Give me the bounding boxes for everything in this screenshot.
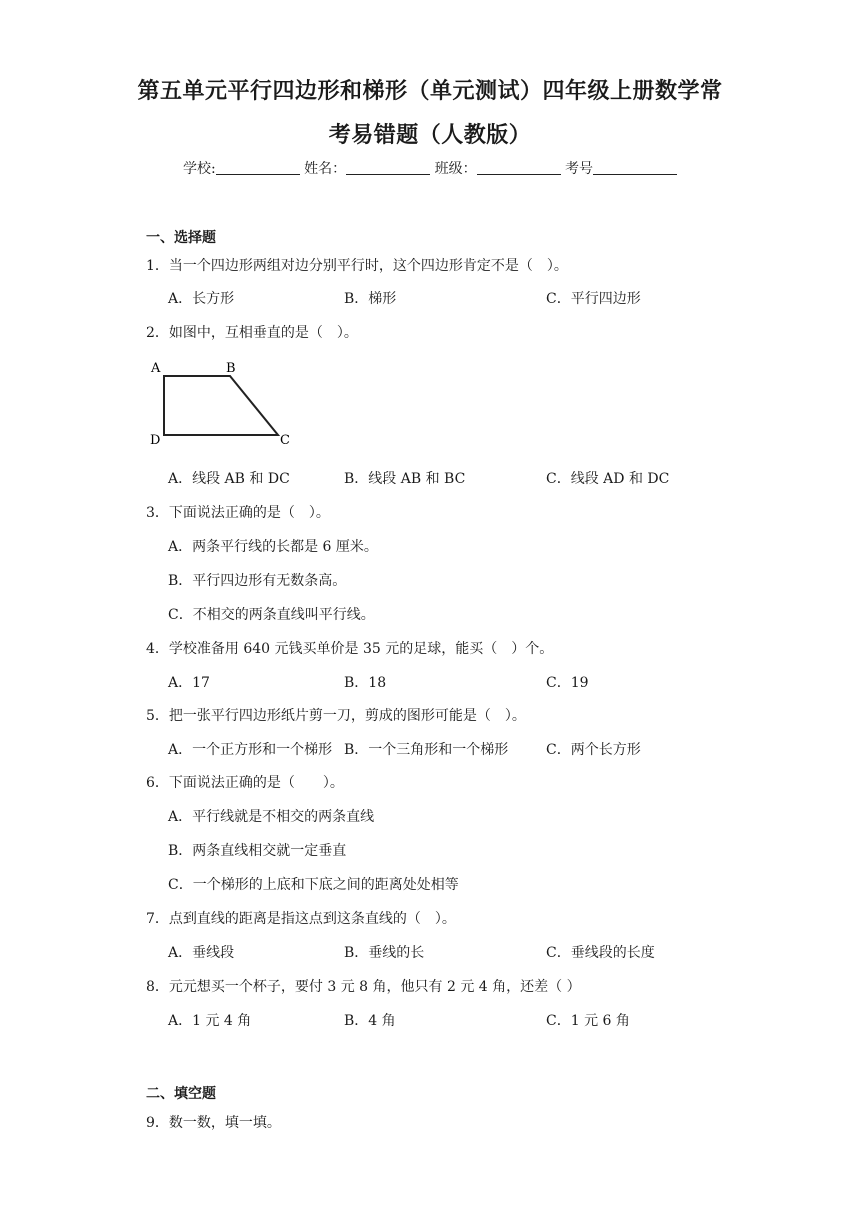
q4-option-b[interactable]: B．18 xyxy=(344,675,387,691)
q7-option-c[interactable]: C．垂线段的长度 xyxy=(546,945,655,961)
section-heading-choice: 一、选择题 xyxy=(146,230,216,246)
school-label: 学校: xyxy=(182,161,216,177)
q7-option-a[interactable]: A．垂线段 xyxy=(168,945,235,961)
q3-option-c[interactable]: C．不相交的两条直线叫平行线。 xyxy=(168,607,375,623)
question-2: 2．如图中，互相垂直的是（ ）。 xyxy=(146,325,358,341)
q2-option-a[interactable]: A．线段 AB 和 DC xyxy=(168,471,290,487)
q8-option-c[interactable]: C．1 元 6 角 xyxy=(546,1013,630,1029)
q2-option-b[interactable]: B．线段 AB 和 BC xyxy=(344,471,466,487)
vertex-label-a: A xyxy=(151,361,161,376)
q4-option-c[interactable]: C．19 xyxy=(546,675,589,691)
q1-option-c[interactable]: C．平行四边形 xyxy=(546,291,641,307)
q2-option-c[interactable]: C．线段 AD 和 DC xyxy=(546,471,670,487)
class-blank[interactable] xyxy=(477,160,561,175)
question-9: 9．数一数，填一填。 xyxy=(146,1115,281,1131)
trapezoid-figure xyxy=(146,356,296,448)
question-4: 4．学校准备用 640 元钱买单价是 35 元的足球，能买（ ）个。 xyxy=(146,641,554,657)
number-blank[interactable] xyxy=(593,160,677,175)
number-label: 考号 xyxy=(565,161,594,177)
title-line-1: 第五单元平行四边形和梯形（单元测试）四年级上册数学常 xyxy=(137,78,723,104)
vertex-label-b: B xyxy=(226,361,236,376)
q6-option-b[interactable]: B．两条直线相交就一定垂直 xyxy=(168,843,347,859)
q6-option-c[interactable]: C．一个梯形的上底和下底之间的距离处处相等 xyxy=(168,877,459,893)
student-info xyxy=(0,158,860,178)
trapezoid-shape xyxy=(164,376,278,435)
class-label: 班级： xyxy=(434,161,477,177)
school-blank[interactable] xyxy=(216,160,300,175)
question-8: 8．元元想买一个杯子，要付 3 元 8 角，他只有 2 元 4 角，还差（ ） xyxy=(146,979,581,995)
name-label: 姓名： xyxy=(304,161,347,177)
q8-option-b[interactable]: B．4 角 xyxy=(344,1013,396,1029)
question-7: 7．点到直线的距离是指这点到这条直线的（ ）。 xyxy=(146,911,456,927)
section-heading-fill: 二、填空题 xyxy=(146,1086,216,1102)
vertex-label-d: D xyxy=(150,433,161,448)
q3-option-b[interactable]: B．平行四边形有无数条高。 xyxy=(168,573,347,589)
q1-option-a[interactable]: A．长方形 xyxy=(168,291,235,307)
vertex-label-c: C xyxy=(280,433,290,448)
name-blank[interactable] xyxy=(346,160,430,175)
question-3: 3．下面说法正确的是（ ）。 xyxy=(146,505,330,521)
q1-option-b[interactable]: B．梯形 xyxy=(344,291,397,307)
q5-option-a[interactable]: A．一个正方形和一个梯形 xyxy=(168,742,333,758)
q4-option-a[interactable]: A．17 xyxy=(168,675,210,691)
question-6: 6．下面说法正确的是（ ）。 xyxy=(146,775,344,791)
title-line-2: 考易错题（人教版） xyxy=(328,122,532,148)
question-5: 5．把一张平行四边形纸片剪一刀，剪成的图形可能是（ ）。 xyxy=(146,708,526,724)
q8-option-a[interactable]: A．1 元 4 角 xyxy=(168,1013,252,1029)
question-1: 1．当一个四边形两组对边分别平行时，这个四边形肯定不是（ ）。 xyxy=(146,258,568,274)
q3-option-a[interactable]: A．两条平行线的长都是 6 厘米。 xyxy=(168,539,378,555)
q5-option-c[interactable]: C．两个长方形 xyxy=(546,742,641,758)
q6-option-a[interactable]: A．平行线就是不相交的两条直线 xyxy=(168,809,375,825)
q5-option-b[interactable]: B．一个三角形和一个梯形 xyxy=(344,742,509,758)
q7-option-b[interactable]: B．垂线的长 xyxy=(344,945,425,961)
